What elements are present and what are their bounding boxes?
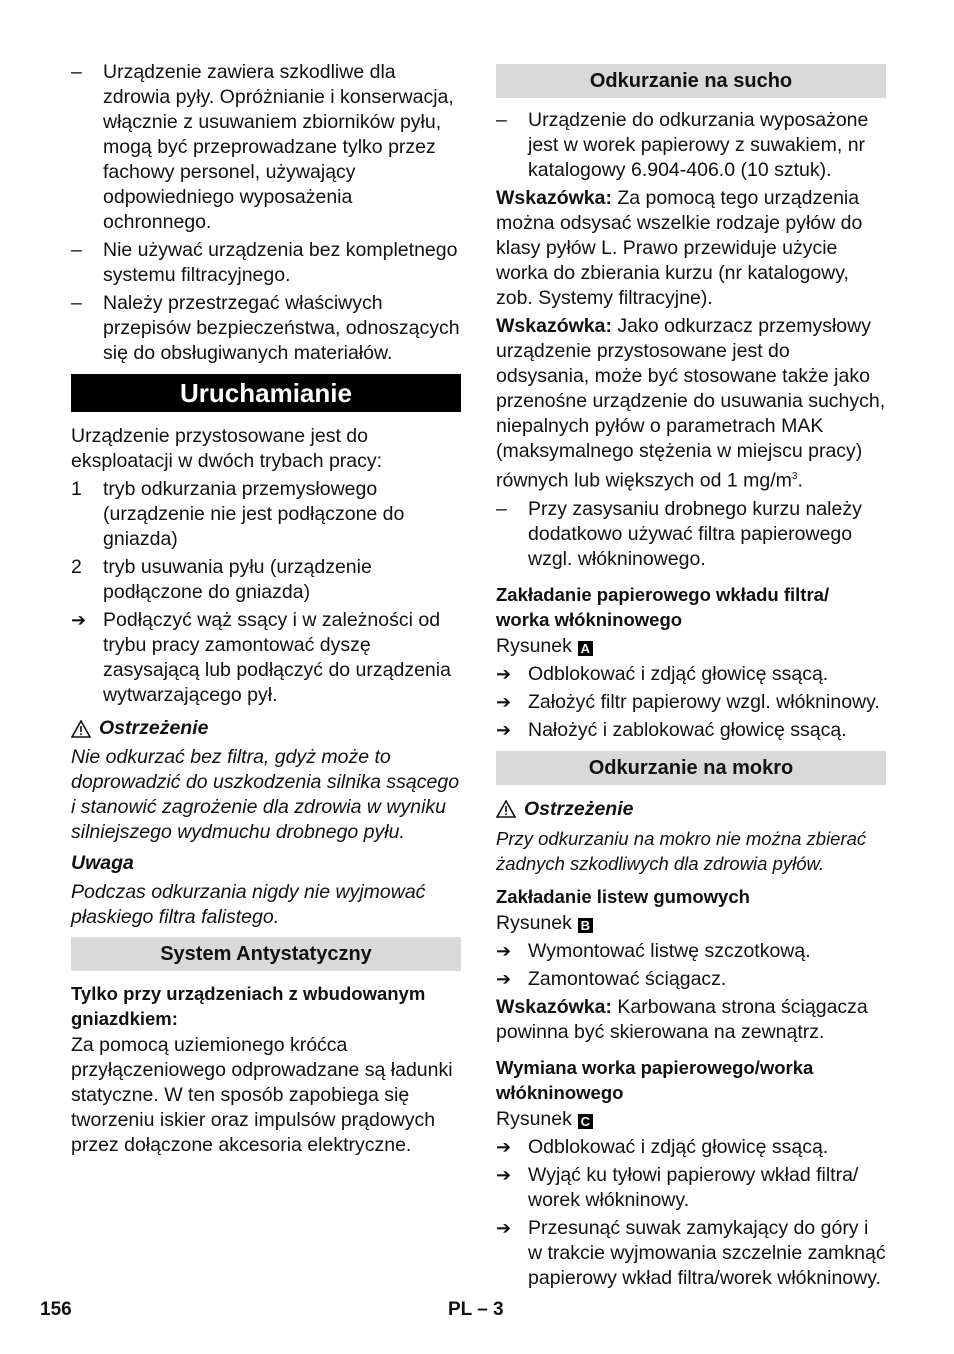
arrow-right-icon: ➔ [71, 610, 87, 630]
arrow-right-icon: ➔ [496, 1217, 512, 1238]
subheading: Wymiana worka papierowego/worka włókninowego [496, 1056, 814, 1103]
dash-marker: – [71, 61, 82, 83]
warning-triangle-icon [496, 800, 516, 818]
step-item: ➔ Wyjąć ku tyłowi papierowy wkład filtra/ worek włókninowy. [496, 1163, 859, 1211]
number-marker: 1 [71, 478, 82, 500]
step-item: ➔ Odblokować i zdjąć głowicę ssącą. [496, 1135, 829, 1158]
arrow-right-icon: ➔ [496, 1164, 512, 1185]
list-item: 2 tryb usuwania pyłu (urządzenie podłączone do gniazda) [71, 556, 372, 603]
hint-paragraph: Wskazówka: Jako odkurzacz przemysłowy urządzenie przystosowane jest do odsysania, może być stosowane także jako przenośne urządzenie do usuwania suchych, niepalnych pyłów o parametrach MAK (maksymalnego stężenia w miejscu pracy) równych lub większych od 1 $mg/m^3$. [496, 315, 886, 492]
page-number: 156 [40, 1299, 72, 1320]
arrow-right-icon: ➔ [496, 940, 512, 961]
warning-triangle-icon [71, 720, 91, 738]
step-item: ➔ Odblokować i zdjąć głowicę ssącą. [496, 662, 829, 685]
list-item: – Nie używać urządzenia bez kompletnego systemu filtracyjnego. [71, 239, 458, 286]
arrow-right-icon: ➔ [496, 663, 512, 684]
number-marker: 2 [71, 556, 82, 578]
section-intro: Urządzenie przystosowane jest do eksploatacji w dwóch trybach pracy: [71, 425, 383, 472]
figure-reference: Rysunek A [496, 634, 886, 659]
arrow-right-icon: ➔ [496, 691, 512, 712]
note-heading: Uwaga [71, 852, 134, 874]
hint-paragraph: Wskazówka: Za pomocą tego urządzenia można odsysać wszelkie rodzaje pyłów do klasy pyłów L. Prawo przewiduje użycie worka do zbierania kurzu (nr katalogowy, zob. Systemy filtracyjne). [496, 187, 863, 309]
section-heading-dry: Odkurzanie na sucho [496, 64, 886, 98]
subheading: Zakładanie papierowego wkładu filtra/ worka włókninowego [496, 583, 830, 630]
list-item: – Należy przestrzegać właściwych przepisów bezpieczeństwa, odnoszących się do obsługiwanych materiałów. [71, 292, 460, 364]
figure-reference: Rysunek B [496, 911, 886, 936]
step-item: ➔ Wymontować listwę szczotkową. [496, 939, 811, 962]
list-item: – Urządzenie do odkurzania wyposażone jest w worek papierowy z suwakiem, nr katalogowy 6.904-406.0 (10 sztuk). [496, 109, 869, 181]
step-item: ➔ Zamontować ściągacz. [496, 967, 727, 990]
arrow-right-icon: ➔ [496, 719, 512, 740]
subheading: Tylko przy urządzeniach z wbudowanym gniazdkiem: [71, 983, 426, 1029]
dash-marker: – [71, 239, 82, 261]
dash-marker: – [496, 497, 507, 520]
list-item: – Przy zasysaniu drobnego kurzu należy dodatkowo używać filtra papierowego wzgl. włókninowego. [496, 497, 862, 570]
dash-marker: – [71, 292, 82, 314]
warning-text: Przy odkurzaniu na mokro nie można zbierać żadnych szkodliwych dla zdrowia pyłów. [496, 827, 867, 874]
language-page-label: PL – 3 [448, 1299, 504, 1320]
warning-heading: Ostrzeżenie [496, 797, 886, 822]
step-item: ➔ Założyć filtr papierowy wzgl. włókninowy. [496, 690, 880, 713]
hint-paragraph: Wskazówka: Karbowana strona ściągacza powinna być skierowana na zewnątrz. [496, 995, 868, 1043]
step-item: ➔ Przesunąć suwak zamykający do góry i w trakcie wyjmowania szczelnie zamknąć papierowy wkład filtra/worek włókninowy. [496, 1216, 886, 1289]
step-item: ➔ Nałożyć i zablokować głowicę ssącą. [496, 718, 847, 741]
arrow-right-icon: ➔ [496, 1136, 512, 1157]
body-text: Za pomocą uziemionego króćca przyłączeniowego odprowadzane są ładunki statyczne. W ten sposób zapobiega się tworzeniu iskier oraz impulsów prądowych przez dołączone akcesoria elektryczne. [71, 1034, 453, 1156]
section-heading-uruchamianie: Uruchamianie [71, 374, 461, 412]
dash-marker: – [496, 109, 507, 131]
subheading: Zakładanie listew gumowych [496, 885, 750, 907]
warning-text: Nie odkurzać bez filtra, gdyż może to doprowadzić do uszkodzenia silnika ssącego i stanowić zagrożenie dla zdrowia w wyniku silniejszego wydmuchu drobnego pyłu. [71, 746, 460, 843]
note-text: Podczas odkurzania nigdy nie wyjmować płaskiego filtra falistego. [71, 881, 426, 928]
section-heading-wet: Odkurzanie na mokro [496, 751, 886, 785]
figure-b-label: B [578, 918, 593, 933]
figure-reference: Rysunek C [496, 1107, 886, 1132]
left-column [71, 60, 461, 1161]
step-item: ➔ Podłączyć wąż ssący i w zależności od trybu pracy zamontować dyszę zasysającą lub podłączyć do urządzenia wytwarzającego pył. [71, 609, 451, 706]
right-column [496, 60, 886, 1294]
figure-c-label: C [578, 1114, 593, 1129]
list-item: – Urządzenie zawiera szkodliwe dla zdrowia pyły. Opróżnianie i konserwacja, włącznie z usuwaniem zbiorników pyłu, mogą być przeprowadzane tylko przez fachowy personel, używający odpowiedniego wyposażenia ochronnego. [71, 61, 454, 233]
warning-heading: Ostrzeżenie [71, 716, 461, 741]
section-heading-antistatic: System Antystatyczny [71, 937, 461, 971]
figure-a-label: A [578, 641, 593, 656]
list-item: 1 tryb odkurzania przemysłowego (urządzenie nie jest podłączone do gniazda) [71, 478, 405, 550]
arrow-right-icon: ➔ [496, 968, 512, 989]
